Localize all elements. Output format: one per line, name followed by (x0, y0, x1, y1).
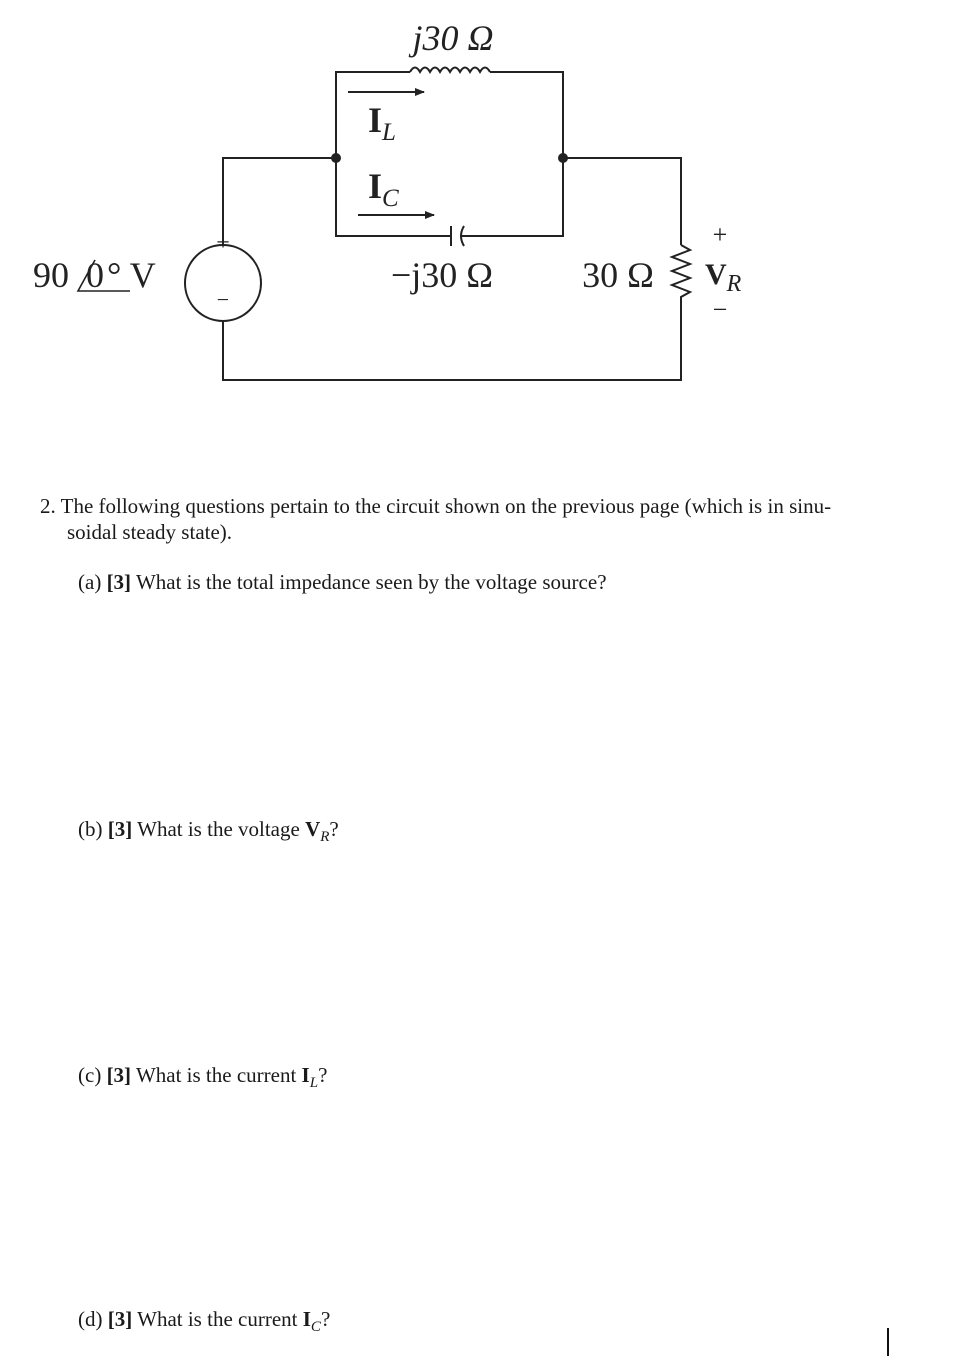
part-c-subscript: L (309, 1075, 319, 1091)
part-a-label: (a) (78, 570, 102, 594)
part-c-end: ? (318, 1063, 328, 1087)
source-magnitude: 90 (33, 255, 69, 295)
question-part-c (78, 1062, 327, 1097)
part-b-subscript: R (320, 829, 330, 845)
source-angle: 0 (86, 255, 104, 295)
vr-minus: − (712, 295, 728, 324)
vr-plus: + (712, 220, 728, 249)
inductor-label: j30 Ω (412, 18, 494, 58)
question-intro-line2: soidal steady state). (67, 520, 233, 544)
part-d-subscript: C (310, 1319, 321, 1335)
il-main: I (368, 100, 383, 140)
part-b-text: What is the voltage (137, 817, 306, 841)
part-c-text: What is the current (135, 1063, 302, 1087)
part-c-symbol: I (301, 1063, 310, 1087)
resistor-label: 30 Ω (582, 255, 654, 295)
question-intro (40, 493, 831, 520)
question-part-d (78, 1306, 330, 1341)
question-part-b (78, 816, 339, 851)
il-sub: L (382, 119, 396, 146)
node-left (331, 153, 341, 163)
current-ic-label (368, 166, 399, 212)
part-c-label: (c) (78, 1063, 102, 1087)
part-b-end: ? (329, 817, 339, 841)
source-plus: + (216, 230, 230, 256)
vr-label (705, 258, 742, 297)
part-b-points: [3] (107, 817, 133, 841)
part-b-symbol: V (305, 817, 321, 841)
vr-main: V (705, 258, 727, 291)
question-number: 2. (40, 494, 56, 518)
part-d-points: [3] (107, 1307, 133, 1331)
vr-sub: R (726, 271, 742, 297)
part-b-label: (b) (78, 817, 103, 841)
wire-top-right (490, 72, 563, 158)
node-right (558, 153, 568, 163)
circuit-diagram (0, 0, 972, 430)
wire-source-bottom (223, 301, 681, 380)
resistor-symbol (672, 245, 690, 301)
capacitor-label: −j30 Ω (390, 255, 494, 295)
ic-sub: C (382, 185, 399, 212)
wire-right-top (563, 158, 681, 245)
part-d-label: (d) (78, 1307, 103, 1331)
source-unit: ° V (107, 255, 156, 295)
source-minus: − (216, 287, 230, 312)
part-a-text: What is the total impedance seen by the voltage source? (135, 570, 607, 594)
text-cursor (887, 1328, 889, 1356)
ic-main: I (368, 166, 383, 206)
part-d-symbol: I (302, 1307, 311, 1331)
part-d-text: What is the current (137, 1307, 303, 1331)
wire-cap-right (461, 158, 563, 236)
wire-left (223, 158, 336, 245)
question-part-a (78, 569, 607, 596)
part-a-points: [3] (106, 570, 132, 594)
question-intro-line1: The following questions pertain to the circuit shown on the previous page (which is in sinu- (60, 494, 832, 518)
part-c-points: [3] (106, 1063, 132, 1087)
current-il-label (368, 100, 396, 146)
part-d-end: ? (320, 1307, 331, 1331)
inductor-symbol (410, 68, 490, 73)
